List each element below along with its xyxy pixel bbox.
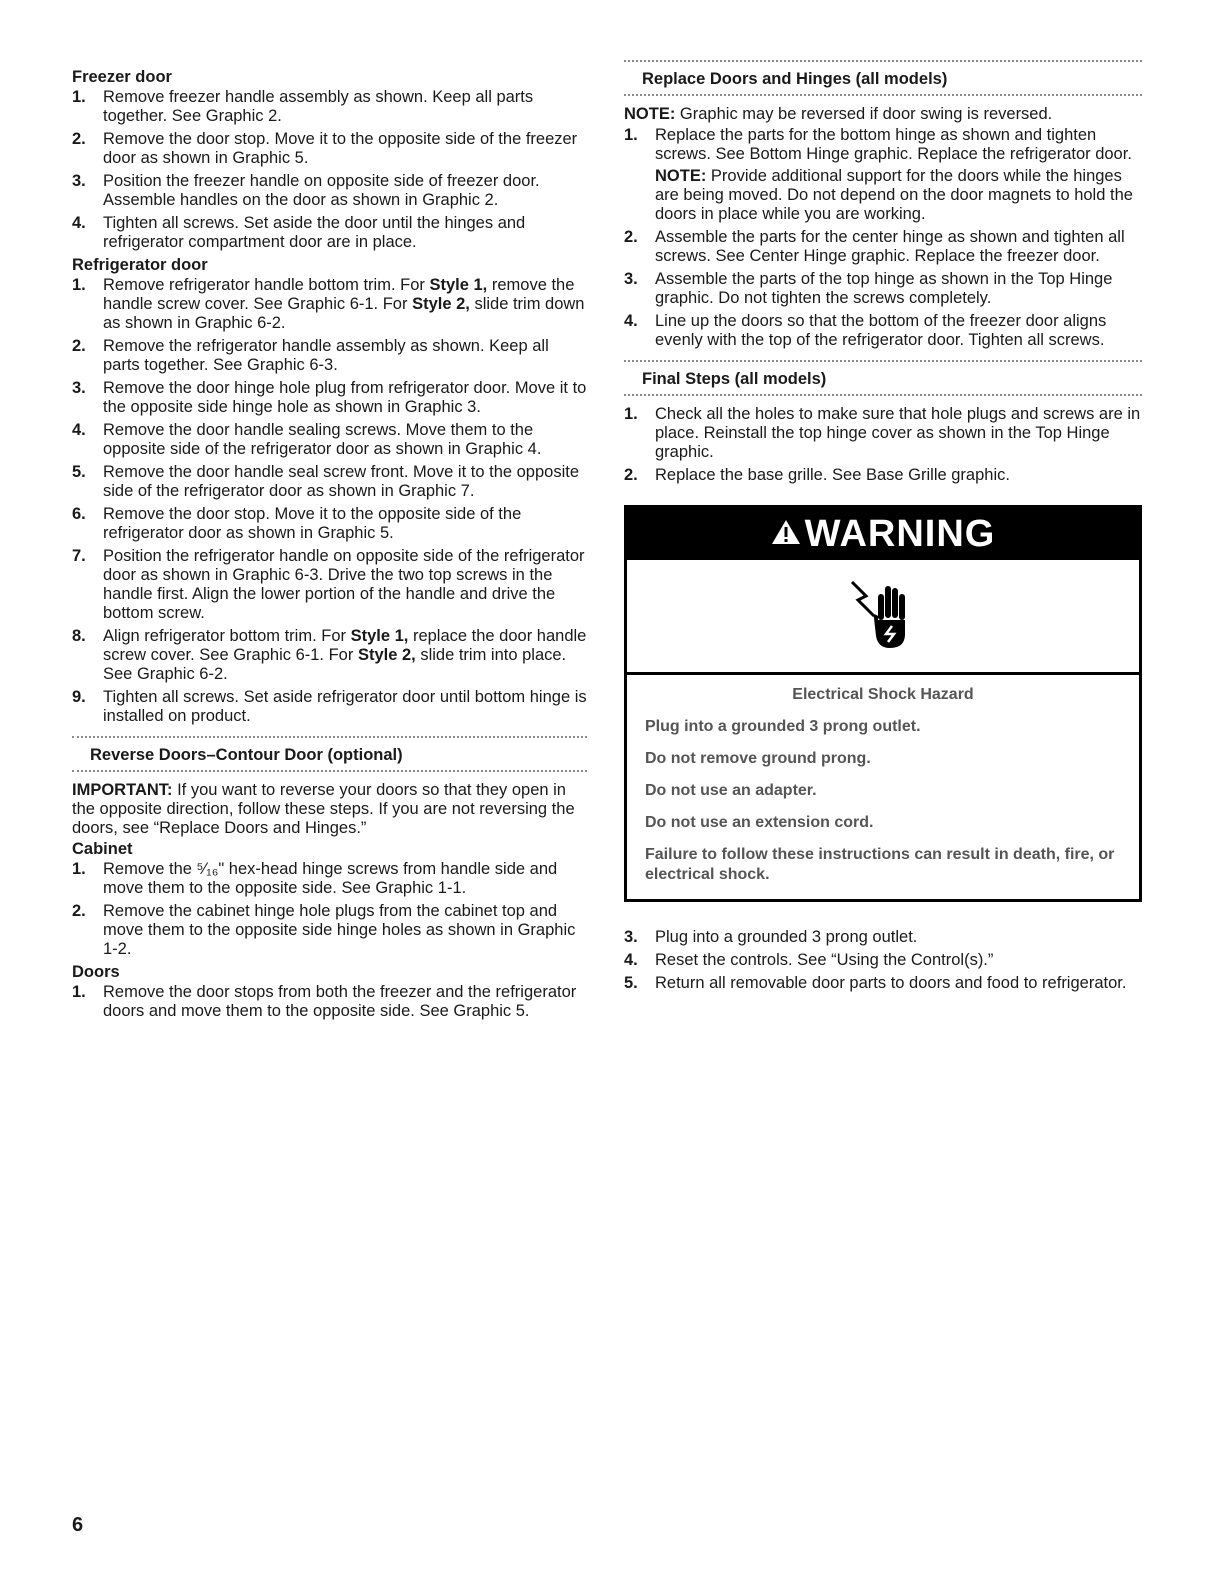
final-steps (624, 405, 1142, 485)
replace-doors-section-header (624, 60, 1142, 99)
freezer-door-steps (72, 88, 587, 252)
warning-line: Plug into a grounded 3 prong outlet. (645, 718, 921, 735)
list-item: 2. Replace the base grille. See Base Grille graphic. (624, 466, 1010, 484)
divider (72, 770, 587, 775)
list-item: 2. Remove the door stop. Move it to the opposite side of the freezer door as shown in Graphic 5. (72, 130, 578, 167)
list-item: 1. Remove the ⁵⁄₁₆" hex-head hinge screws from handle side and move them to the opposite side. See Graphic 1-1. (72, 860, 558, 897)
warning-line: Do not use an extension cord. (645, 814, 874, 831)
list-item: 5. Remove the door handle seal screw front. Move it to the opposite side of the refrigerator door as shown in Graphic 7. (72, 463, 580, 500)
list-item: 4. Reset the controls. See “Using the Control(s).” (624, 951, 994, 969)
list-item: 4. Tighten all screws. Set aside the door until the hinges and refrigerator compartment door are in place. (72, 214, 526, 251)
closing-steps (624, 928, 1142, 993)
final-steps-section-header (624, 360, 1142, 399)
refrigerator-door-steps (72, 276, 587, 726)
list-item: 5. Return all removable door parts to doors and food to refrigerator. (624, 974, 1127, 992)
right-column (624, 60, 1142, 997)
list-item: 4. Remove the door handle sealing screws. Move them to the opposite side of the refrigerator door as shown in Graphic 4. (72, 421, 542, 458)
list-item: 3. Assemble the parts of the top hinge as shown in the Top Hinge graphic. Do not tighten the screws completely. (624, 270, 1113, 307)
list-item: 2. Remove the cabinet hinge hole plugs from the cabinet top and move them to the opposite side hinge holes as shown in Graphic 1-2. (72, 902, 576, 958)
list-item: 4. Line up the doors so that the bottom of the freezer door aligns evenly with the top of the refrigerator door. Tighten all screws. (624, 312, 1107, 349)
list-item: 3. Remove the door hinge hole plug from refrigerator door. Move it to the opposite side hinge hole as shown in Graphic 3. (72, 379, 587, 416)
list-item: 1. Replace the parts for the bottom hinge as shown and tighten screws. See Bottom Hinge graphic. Replace the refrigerator door. NOTE: Provide additional support for the doors while the hinges are being moved. Do not depend on the door magnets to hold the doors in place while you are working. (624, 126, 1142, 224)
warning-header (627, 508, 1139, 560)
divider (624, 394, 1142, 399)
list-item: 9. Tighten all screws. Set aside refrigerator door until bottom hinge is installed on product. (72, 688, 587, 725)
electrical-shock-hand-icon (848, 576, 918, 657)
freezer-door-heading: Freezer door (72, 68, 172, 86)
warning-body (627, 675, 1139, 899)
warning-line: Do not use an adapter. (645, 782, 817, 799)
important-note: IMPORTANT: If you want to reverse your doors so that they open in the opposite direction, follow these steps. If you are not reversing the doors, see “Replace Doors and Hinges.” (72, 781, 575, 837)
warning-line: Failure to follow these instructions can result in death, fire, or electrical shock. (645, 846, 1115, 883)
list-item: 6. Remove the door stop. Move it to the opposite side of the refrigerator door as shown in Graphic 5. (72, 505, 522, 542)
section-title: Reverse Doors–Contour Door (optional) (90, 746, 403, 764)
hazard-title: Electrical Shock Hazard (792, 686, 974, 703)
list-item: 2. Assemble the parts for the center hinge as shown and tighten all screws. See Center Hinge graphic. Replace the freezer door. (624, 228, 1125, 265)
section-title: Final Steps (all models) (642, 370, 827, 388)
warning-triangle-icon (771, 518, 801, 551)
list-item: 8. Align refrigerator bottom trim. For Style 1, replace the door handle screw cover. See Graphic 6-1. For Style 2, slide trim into place. See Graphic 6-2. (72, 627, 587, 683)
list-item: 1. Check all the holes to make sure that hole plugs and screws are in place. Reinstall the top hinge cover as shown in the Top Hinge graphic. (624, 405, 1141, 461)
divider (624, 94, 1142, 99)
list-item: 7. Position the refrigerator handle on opposite side of the refrigerator door as shown in Graphic 6-3. Drive the two top screws in the handle first. Align the lower portion of the handle and drive the bottom screw. (72, 547, 585, 622)
warning-icon-area (627, 560, 1139, 675)
list-item: 2. Remove the refrigerator handle assembly as shown. Keep all parts together. See Graphic 6-3. (72, 337, 549, 374)
doors-heading: Doors (72, 963, 120, 981)
list-item: 1. Remove refrigerator handle bottom trim. For Style 1, remove the handle screw cover. See Graphic 6-1. For Style 2, slide trim down as shown in Graphic 6-2. (72, 276, 585, 332)
list-item: 1. Remove freezer handle assembly as shown. Keep all parts together. See Graphic 2. (72, 88, 534, 125)
page-number: 6 (72, 1514, 84, 1536)
reverse-doors-section-header (72, 736, 587, 775)
list-item: 3. Plug into a grounded 3 prong outlet. (624, 928, 918, 946)
cabinet-steps (72, 860, 587, 959)
step-note: NOTE: Provide additional support for the doors while the hinges are being moved. Do not depend on the door magnets to hold the doors in place while you are working. (655, 167, 1133, 223)
list-item: 3. Position the freezer handle on opposite side of freezer door. Assemble handles on the door as shown in Graphic 2. (72, 172, 540, 209)
left-column (72, 66, 587, 1025)
warning-line: Do not remove ground prong. (645, 750, 871, 767)
doors-steps (72, 983, 587, 1021)
warning-box (624, 505, 1142, 902)
cabinet-heading: Cabinet (72, 840, 133, 858)
refrigerator-door-heading: Refrigerator door (72, 256, 208, 274)
section-title: Replace Doors and Hinges (all models) (642, 70, 948, 88)
warning-title: WARNING (804, 513, 996, 555)
replace-steps (624, 126, 1142, 350)
list-item: 1. Remove the door stops from both the freezer and the refrigerator doors and move them to the opposite side. See Graphic 5. (72, 983, 577, 1020)
note: NOTE: Graphic may be reversed if door swing is reversed. (624, 105, 1053, 123)
